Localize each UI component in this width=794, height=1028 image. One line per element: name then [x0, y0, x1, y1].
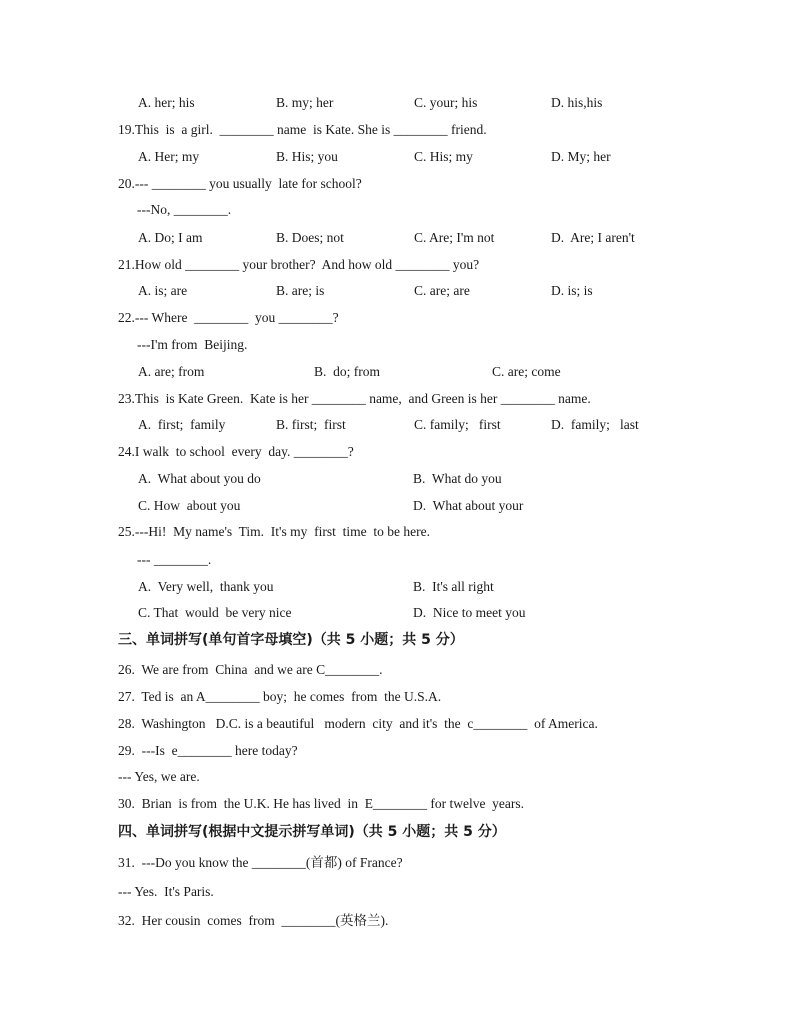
q23-option-a: A. first; family	[138, 417, 226, 432]
q20-stem: 20.--- ________ you usually late for school?	[118, 176, 362, 191]
q19-option-c: C. His; my	[414, 149, 473, 164]
q22-option-a: A. are; from	[138, 364, 205, 379]
q19-stem: 19.This is a girl. ________ name is Kate. She is ________ friend.	[118, 122, 487, 137]
q22-option-c: C. are; come	[492, 364, 561, 379]
q18-option-d: D. his,his	[551, 95, 603, 110]
q27-stem: 27. Ted is an A________ boy; he comes from the U.S.A.	[118, 689, 442, 704]
q24-option-b: B. What do you	[413, 471, 502, 486]
q24-option-c: C. How about you	[138, 498, 241, 513]
q29-stem: 29. ---Is e________ here today?	[118, 743, 298, 758]
q20-option-b: B. Does; not	[276, 230, 344, 245]
q21-stem: 21.How old ________ your brother? And how old ________ you?	[118, 257, 480, 272]
q25-option-c: C. That would be very nice	[138, 605, 292, 620]
q26-stem: 26. We are from China and we are C________.	[118, 662, 383, 677]
q20-reply: ---No, ________.	[137, 202, 232, 217]
q22-stem: 22.--- Where ________ you ________?	[118, 310, 339, 325]
q25-reply: --- ________.	[137, 552, 212, 567]
q19-option-b: B. His; you	[276, 149, 338, 164]
q25-option-a: A. Very well, thank you	[138, 579, 274, 594]
q21-option-c: C. are; are	[414, 283, 470, 298]
q29-reply: --- Yes, we are.	[118, 769, 200, 784]
q25-option-b: B. It's all right	[413, 579, 494, 594]
q22-option-b: B. do; from	[314, 364, 380, 379]
q23-option-c: C. family; first	[414, 417, 501, 432]
q20-option-a: A. Do; I am	[138, 230, 203, 245]
q24-stem: 24.I walk to school every day. ________?	[118, 444, 354, 459]
q31-stem: 31. ---Do you know the ________(首都) of France?	[118, 855, 403, 870]
q25-stem: 25.---Hi! My name's Tim. It's my first time to be here.	[118, 524, 430, 539]
q22-reply: ---I'm from Beijing.	[137, 337, 248, 352]
q23-option-b: B. first; first	[276, 417, 346, 432]
q24-option-a: A. What about you do	[138, 471, 261, 486]
q23-stem: 23.This is Kate Green. Kate is her ________ name, and Green is her ________ name.	[118, 391, 591, 406]
q20-option-d: D. Are; I aren't	[551, 230, 635, 245]
q19-option-d: D. My; her	[551, 149, 611, 164]
q19-option-a: A. Her; my	[138, 149, 200, 164]
q25-option-d: D. Nice to meet you	[413, 605, 526, 620]
q21-option-a: A. is; are	[138, 283, 188, 298]
q21-option-b: B. are; is	[276, 283, 325, 298]
q21-option-d: D. is; is	[551, 283, 593, 298]
q24-option-d: D. What about your	[413, 498, 524, 513]
q18-option-a: A. her; his	[138, 95, 195, 110]
section-3-heading: 三、单词拼写(单句首字母填空)（共 5 小题；共 5 分）	[118, 632, 464, 648]
q20-option-c: C. Are; I'm not	[414, 230, 495, 245]
q31-reply: --- Yes. It's Paris.	[118, 884, 214, 899]
q28-stem: 28. Washington D.C. is a beautiful modern city and it's the c________ of America.	[118, 716, 598, 731]
section-4-heading: 四、单词拼写(根据中文提示拼写单词)（共 5 小题；共 5 分）	[118, 824, 506, 840]
q30-stem: 30. Brian is from the U.K. He has lived in E________ for twelve years.	[118, 796, 525, 811]
q32-stem: 32. Her cousin comes from ________(英格兰).	[118, 913, 389, 928]
q18-option-b: B. my; her	[276, 95, 334, 110]
q23-option-d: D. family; last	[551, 417, 639, 432]
q18-option-c: C. your; his	[414, 95, 478, 110]
